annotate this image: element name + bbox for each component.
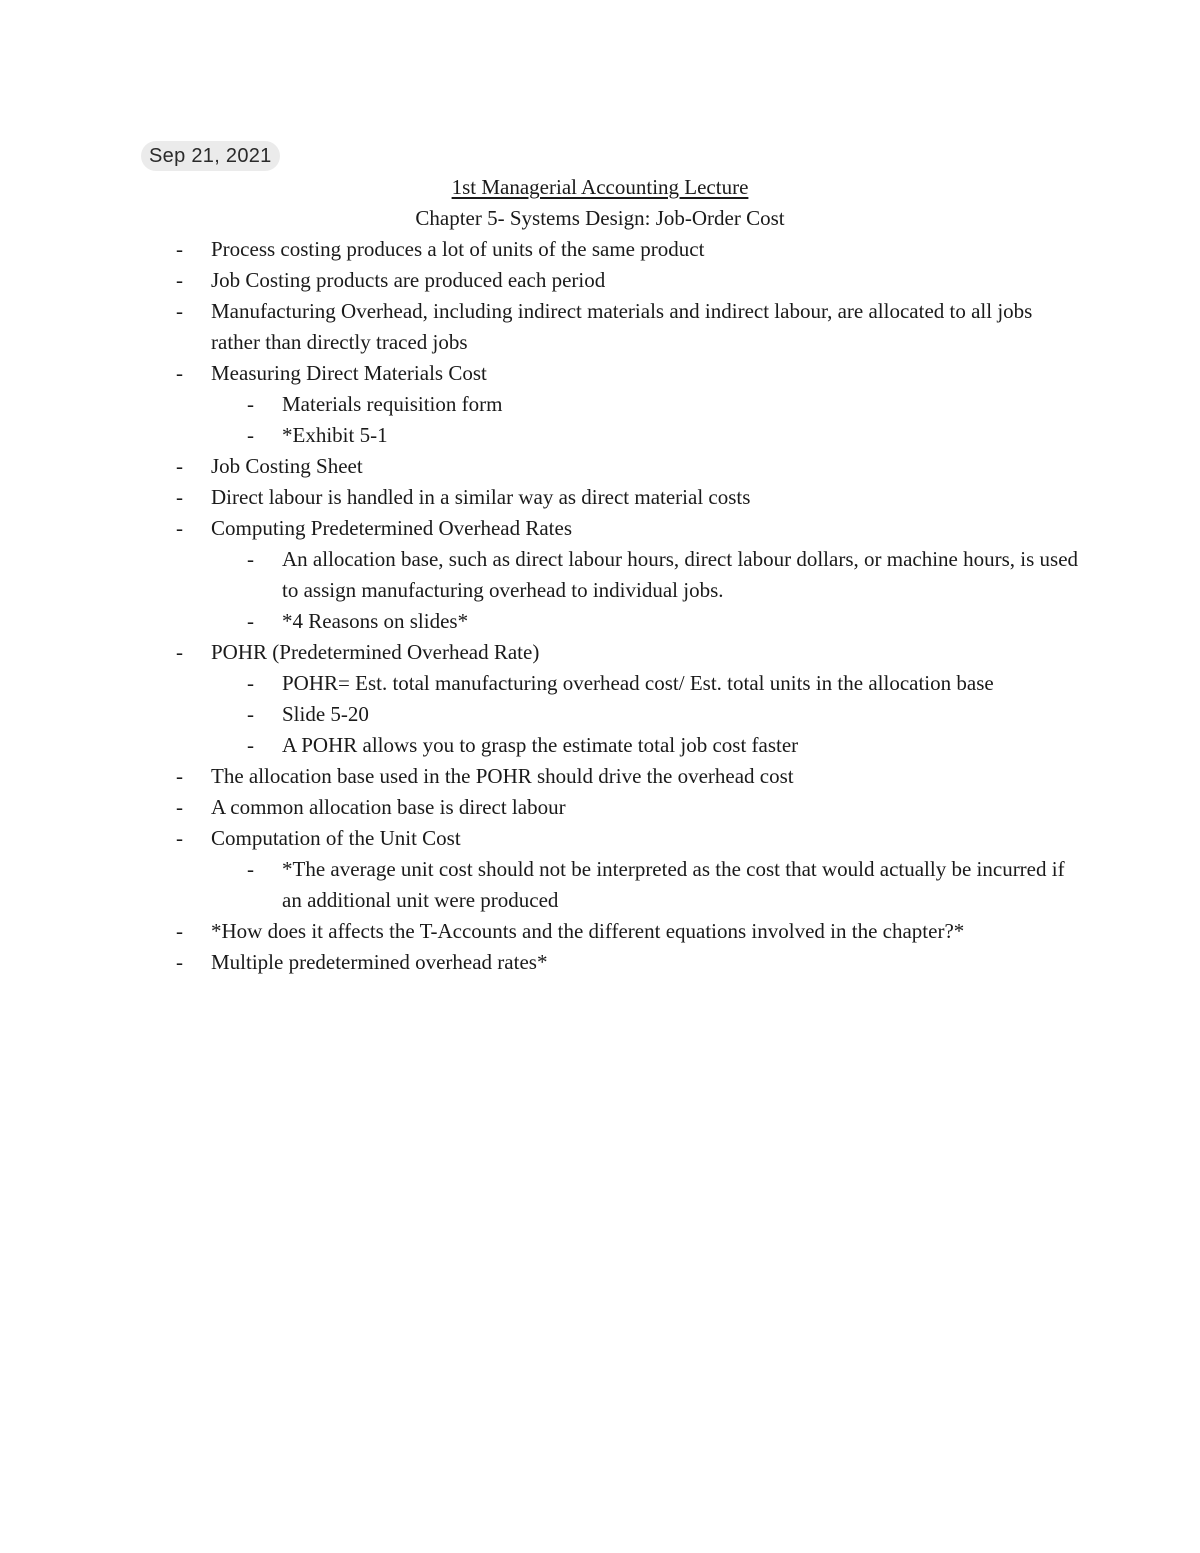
note-item [0, 265, 1200, 296]
note-text: A common allocation base is direct labour [211, 795, 566, 819]
sub-note-item [0, 854, 1200, 916]
note-text: Job Costing products are produced each period [211, 268, 606, 292]
note-text: An allocation base, such as direct labour hours, direct labour dollars, or machine hours, is used to assign manufacturing overhead to individual jobs. [282, 547, 1079, 602]
note-text: POHR= Est. total manufacturing overhead cost/ Est. total units in the allocation base [282, 671, 994, 695]
note-item [0, 916, 1200, 947]
note-text: Direct labour is handled in a similar way as direct material costs [211, 485, 751, 509]
sub-note-item [0, 420, 1200, 451]
note-text: Multiple predetermined overhead rates* [211, 950, 548, 974]
note-item [0, 234, 1200, 265]
note-text: Slide 5-20 [282, 702, 369, 726]
note-text: Computing Predetermined Overhead Rates [211, 516, 572, 540]
bullet-dash: - [247, 423, 254, 447]
note-text: Process costing produces a lot of units of the same product [211, 237, 705, 261]
note-text: *4 Reasons on slides* [282, 609, 469, 633]
note-text: POHR (Predetermined Overhead Rate) [211, 640, 540, 664]
bullet-dash: - [176, 764, 183, 788]
chapter-subtitle: Chapter 5- Systems Design: Job-Order Cost [415, 206, 785, 230]
note-item [0, 482, 1200, 513]
bullet-dash: - [247, 702, 254, 726]
bullet-dash: - [247, 671, 254, 695]
note-text: A POHR allows you to grasp the estimate total job cost faster [282, 733, 799, 757]
note-item [0, 947, 1200, 978]
sub-note-item [0, 699, 1200, 730]
note-text: Job Costing Sheet [211, 454, 363, 478]
note-item [0, 513, 1200, 544]
notes-list [0, 234, 1200, 978]
note-item [0, 358, 1200, 389]
note-item [0, 296, 1200, 358]
note-text: Materials requisition form [282, 392, 503, 416]
sub-note-item [0, 389, 1200, 420]
bullet-dash: - [247, 547, 254, 571]
note-item [0, 823, 1200, 854]
bullet-dash: - [176, 950, 183, 974]
bullet-dash: - [176, 268, 183, 292]
bullet-dash: - [176, 299, 183, 323]
note-item [0, 761, 1200, 792]
bullet-dash: - [176, 826, 183, 850]
lecture-title [0, 172, 1200, 203]
bullet-dash: - [247, 609, 254, 633]
bullet-dash: - [176, 485, 183, 509]
sub-note-item [0, 730, 1200, 761]
bullet-dash: - [247, 857, 254, 881]
note-text: Computation of the Unit Cost [211, 826, 461, 850]
bullet-dash: - [176, 640, 183, 664]
sub-note-item [0, 668, 1200, 699]
note-item [0, 637, 1200, 668]
lecture-title-text: 1st Managerial Accounting Lecture [451, 175, 749, 199]
bullet-dash: - [176, 919, 183, 943]
note-text: The allocation base used in the POHR should drive the overhead cost [211, 764, 794, 788]
sub-note-item [0, 544, 1200, 606]
bullet-dash: - [176, 454, 183, 478]
bullet-dash: - [247, 392, 254, 416]
bullet-dash: - [176, 795, 183, 819]
note-text: *The average unit cost should not be interpreted as the cost that would actually be incurred if an additional unit were produced [282, 857, 1065, 912]
note-text: *Exhibit 5-1 [282, 423, 388, 447]
sub-note-item [0, 606, 1200, 637]
note-item [0, 451, 1200, 482]
note-text: *How does it affects the T-Accounts and the different equations involved in the chapter?* [211, 919, 965, 943]
date-chip[interactable]: Sep 21, 2021 [141, 141, 280, 171]
bullet-dash: - [176, 237, 183, 261]
note-text: Manufacturing Overhead, including indirect materials and indirect labour, are allocated to all jobs rather than directly traced jobs [211, 299, 1033, 354]
note-text: Measuring Direct Materials Cost [211, 361, 487, 385]
bullet-dash: - [247, 733, 254, 757]
note-item [0, 792, 1200, 823]
bullet-dash: - [176, 516, 183, 540]
bullet-dash: - [176, 361, 183, 385]
